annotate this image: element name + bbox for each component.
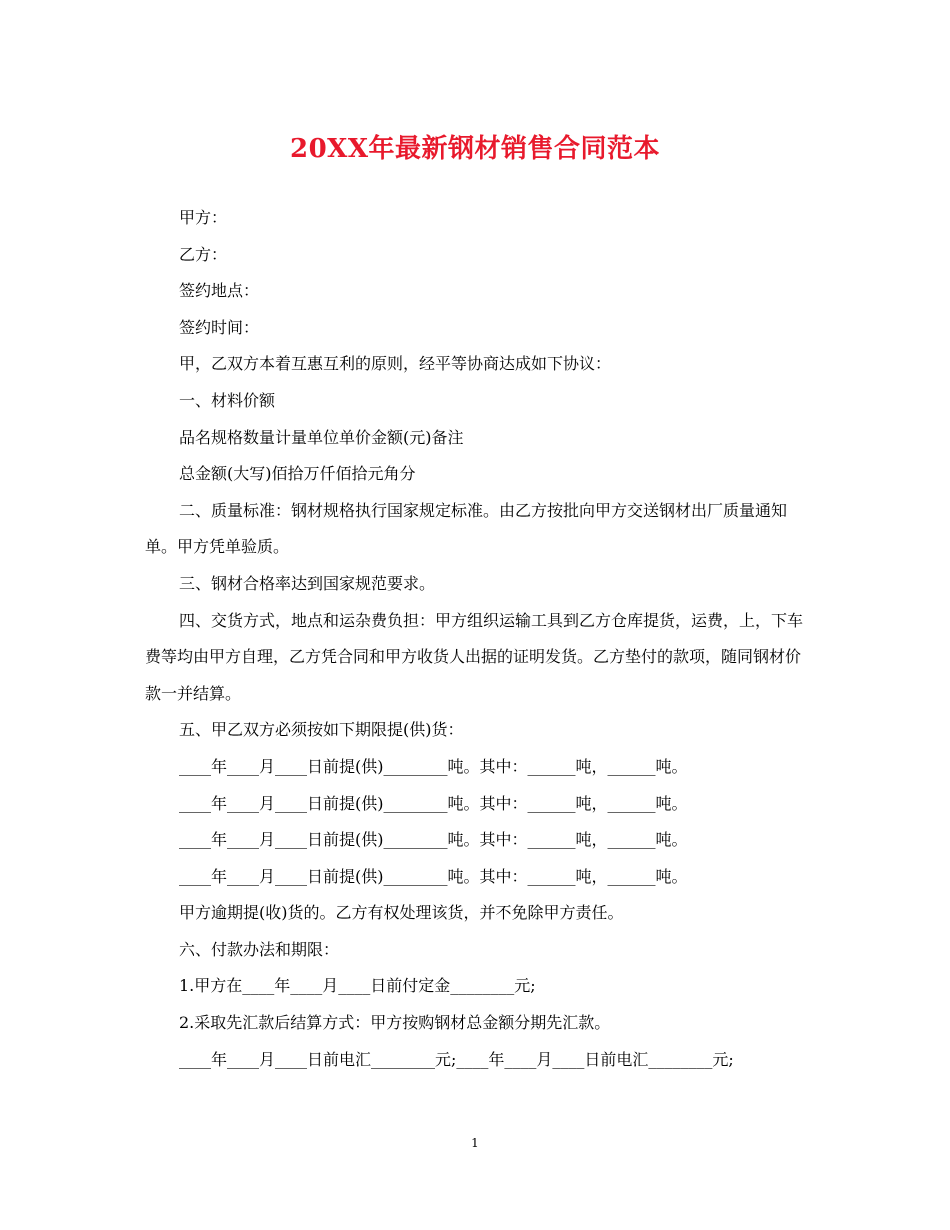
paragraph-preamble: 甲，乙双方本着互惠互利的原则，经平等协商达成如下协议： [179, 354, 612, 374]
document-title: 20XX年最新钢材销售合同范本 [289, 134, 661, 164]
paragraph-total-amount: 总金额(大写)佰拾万仟佰拾元角分 [179, 464, 416, 484]
paragraph-section-6: 六、付款办法和期限： [179, 939, 340, 959]
paragraph-signing-place: 签约地点： [179, 281, 260, 301]
page-number: 1 [471, 1136, 479, 1150]
paragraph-delivery-line: ____年____月____日前提(供)________吨。其中：______吨，______吨。 [179, 830, 688, 850]
paragraph-payment-2: 2.采取先汇款后结算方式：甲方按购钢材总金额分期先汇款。 [179, 1013, 611, 1033]
paragraph-overdue: 甲方逾期提(收)货的。乙方有权处理该货，并不免除甲方责任。 [179, 903, 624, 923]
paragraph-delivery-line: ____年____月____日前提(供)________吨。其中：______吨，______吨。 [179, 866, 688, 886]
paragraph-material-columns: 品名规格数量计量单位单价金额(元)备注 [179, 427, 464, 447]
paragraph-payment-1: 1.甲方在____年____月____日前付定金________元; [179, 976, 536, 996]
paragraph-delivery-line: ____年____月____日前提(供)________吨。其中：______吨，______吨。 [179, 793, 688, 813]
paragraph-wire-transfer: ____年____月____日前电汇________元;____年____月____日前电汇________元; [179, 1049, 734, 1069]
paragraph-party-a: 甲方： [179, 208, 228, 227]
paragraph-signing-time: 签约时间： [179, 317, 260, 337]
paragraph-section-5: 五、甲乙双方必须按如下期限提(供)货： [179, 720, 464, 740]
paragraph-section-3: 三、钢材合格率达到国家规范要求。 [179, 573, 436, 593]
paragraph-section-4: 四、交货方式，地点和运杂费负担：甲方组织运输工具到乙方仓库提货，运费，上，下车费等均由甲方自理，乙方凭合同和甲方收货人出据的证明发货。乙方垫付的款项，随同钢材价款一并结算。 [145, 610, 804, 703]
document-body [145, 200, 810, 1078]
paragraph-party-b: 乙方： [179, 244, 228, 264]
paragraph-section-2: 二、质量标准：钢材规格执行国家规定标准。由乙方按批向甲方交送钢材出厂质量通知单。甲方凭单验质。 [145, 500, 788, 557]
paragraph-delivery-line: ____年____月____日前提(供)________吨。其中：______吨，______吨。 [179, 756, 688, 776]
paragraph-section-1: 一、材料价额 [179, 390, 276, 410]
